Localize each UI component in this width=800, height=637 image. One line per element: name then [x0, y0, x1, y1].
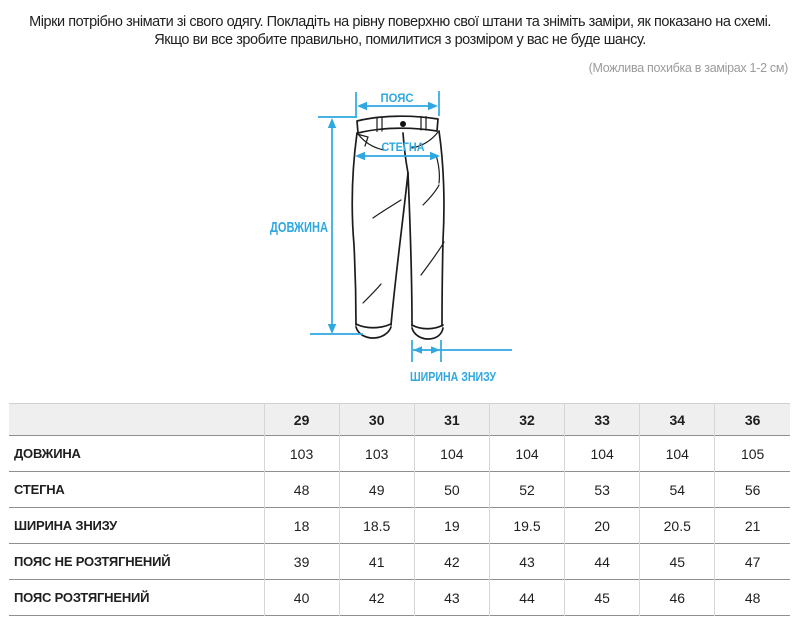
size-value-cell: 40	[264, 580, 339, 616]
size-value-cell: 56	[715, 472, 790, 508]
row-label: ПОЯС НЕ РОЗТЯГНЕНИЙ	[9, 544, 264, 580]
size-value-cell: 45	[640, 544, 715, 580]
size-value-cell: 20.5	[640, 508, 715, 544]
size-value-cell: 104	[565, 436, 640, 472]
size-column-header: 32	[489, 404, 564, 436]
jeans-right-outer-seam	[439, 131, 444, 326]
row-label: ШИРИНА ЗНИЗУ	[9, 508, 264, 544]
size-value-cell: 18.5	[339, 508, 414, 544]
size-value-cell: 104	[489, 436, 564, 472]
size-column-header: 29	[264, 404, 339, 436]
size-value-cell: 46	[640, 580, 715, 616]
jeans-left-outer-seam	[352, 133, 357, 325]
table-row	[9, 436, 790, 472]
size-value-cell: 43	[414, 580, 489, 616]
intro-line-1: Мірки потрібно знімати зі свого одягу. Покладіть на рівну поверхню свої штани та зніміть заміри, як показано на схемі.	[29, 14, 771, 30]
size-column-header: 36	[715, 404, 790, 436]
jeans-left-pocket	[357, 134, 384, 150]
size-value-cell: 47	[715, 544, 790, 580]
jeans-right-inner-seam	[408, 173, 412, 326]
table-row	[9, 544, 790, 580]
size-table	[9, 403, 790, 616]
size-value-cell: 20	[565, 508, 640, 544]
size-value-cell: 18	[264, 508, 339, 544]
table-row	[9, 580, 790, 616]
jeans-crease-lines	[363, 155, 444, 303]
pants-measurement-diagram	[253, 85, 539, 391]
intro-line-2: Якщо ви все зробите правильно, помилитися з розміром у вас не буде шансу.	[154, 32, 646, 48]
size-value-cell: 53	[565, 472, 640, 508]
size-value-cell: 19.5	[489, 508, 564, 544]
waist-measure	[356, 91, 439, 117]
size-value-cell: 42	[339, 580, 414, 616]
row-label: ПОЯС РОЗТЯГНЕНИЙ	[9, 580, 264, 616]
jeans-left-hem	[356, 324, 391, 338]
size-value-cell: 48	[715, 580, 790, 616]
size-value-cell: 41	[339, 544, 414, 580]
waist-label: ПОЯС	[380, 91, 414, 105]
row-label: СТЕГНА	[9, 472, 264, 508]
size-value-cell: 54	[640, 472, 715, 508]
table-row	[9, 472, 790, 508]
jeans-left-inner-seam	[391, 173, 408, 325]
size-value-cell: 50	[414, 472, 489, 508]
empty-corner-cell	[9, 404, 264, 436]
intro-text	[0, 13, 800, 49]
size-table-header-row	[9, 404, 790, 436]
bottom-width-label: ШИРИНА ЗНИЗУ	[410, 369, 497, 384]
tolerance-note: (Можлива похибка в замірах 1-2 см)	[588, 61, 788, 75]
jeans-button	[400, 121, 406, 127]
size-value-cell: 42	[414, 544, 489, 580]
length-label: ДОВЖИНА	[270, 219, 329, 236]
size-value-cell: 105	[715, 436, 790, 472]
size-column-header: 34	[640, 404, 715, 436]
size-value-cell: 44	[565, 544, 640, 580]
row-label: ДОВЖИНА	[9, 436, 264, 472]
size-value-cell: 44	[489, 580, 564, 616]
size-value-cell: 43	[489, 544, 564, 580]
jeans-right-hem	[412, 325, 443, 339]
bottom-width-measure	[410, 340, 512, 384]
hips-label: СТЕГНА	[381, 140, 425, 154]
size-value-cell: 48	[264, 472, 339, 508]
size-value-cell: 45	[565, 580, 640, 616]
size-value-cell: 104	[414, 436, 489, 472]
size-value-cell: 52	[489, 472, 564, 508]
size-value-cell: 39	[264, 544, 339, 580]
size-column-header: 30	[339, 404, 414, 436]
size-table-container	[9, 403, 790, 616]
size-column-header: 31	[414, 404, 489, 436]
size-value-cell: 103	[339, 436, 414, 472]
size-table-body	[9, 436, 790, 616]
size-value-cell: 19	[414, 508, 489, 544]
size-value-cell: 49	[339, 472, 414, 508]
size-value-cell: 21	[715, 508, 790, 544]
size-value-cell: 103	[264, 436, 339, 472]
size-value-cell: 104	[640, 436, 715, 472]
size-column-header: 33	[565, 404, 640, 436]
length-measure	[270, 117, 363, 334]
table-row	[9, 508, 790, 544]
